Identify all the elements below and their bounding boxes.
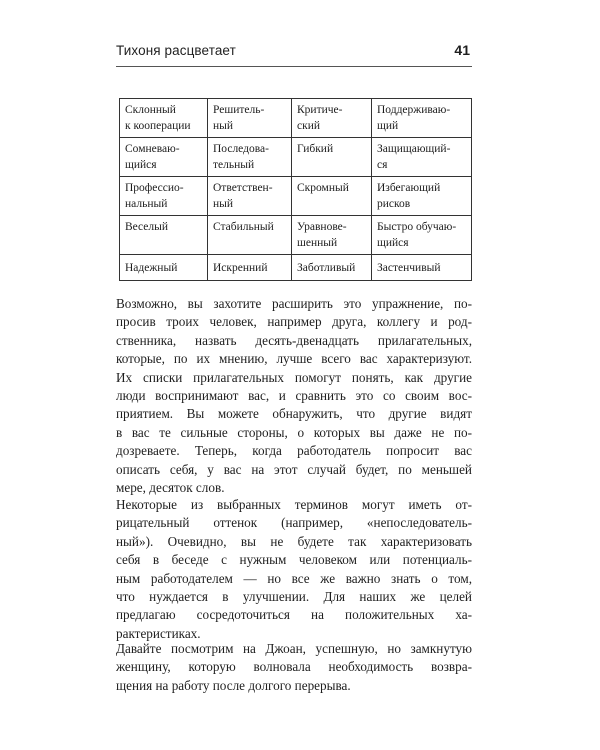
header-divider [116,66,472,67]
running-head-title: Тихоня расцветает [116,43,236,58]
text-line: мере, десяток слов. [116,479,225,495]
text-line: щения на работу после долгого перерыва. [116,677,351,693]
text-line: дозреваете. Теперь, когда работодатель попросит вас [116,443,472,459]
table-cell: Склонный к кооперации [120,99,208,138]
text-line: ственника, назвать десять-двенадцать прилагательных, [116,332,472,348]
text-line: в вас те сильные стороны, о которых вы даже не по- [116,424,472,440]
text-line: Давайте посмотрим на Джоан, успешную, но замкнутую [116,641,472,656]
table-cell: Искренний [208,255,292,281]
table-cell: Быстро обучаю- щийся [372,216,472,255]
text-line: рицательный оттенок (например, «непоследователь- [116,515,472,531]
table-cell: Последова- тельный [208,138,292,177]
text-line: женщину, которую волновала необходимость возвра- [116,659,472,675]
table-row [120,177,472,216]
text-line: ный»). Очевидно, вы не будете так характеризовать [116,533,472,549]
text-line: приятием. Вы можете обнаружить, что другие видят [116,406,472,422]
text-line: предлагаю сосредоточиться на положительных ха- [116,607,472,623]
adjectives-table [119,98,472,281]
table-row [120,138,472,177]
text-line: Некоторые из выбранных терминов могут иметь от- [116,497,472,512]
page-number: 41 [454,42,470,58]
table-cell: Професcио- нальный [120,177,208,216]
table-cell: Избегающий рисков [372,177,472,216]
table-cell: Застенчивый [372,255,472,281]
body-paragraph [116,496,472,643]
text-line: Возможно, вы захотите расширить это упражнение, по- [116,296,472,311]
text-line: люди воспринимают вас, и сравнить это со своим вос- [116,387,472,403]
table-row [120,255,472,281]
table-cell: Критиче- ский [292,99,372,138]
table-row [120,216,472,255]
text-line: рактеристиках. [116,625,201,641]
table-cell: Поддерживаю- щий [372,99,472,138]
text-line: Их списки прилагательных помогут понять, как другие [116,369,472,385]
body-paragraph [116,295,472,497]
text-line: что нуждается в улучшении. Для наших же целей [116,588,472,604]
table-cell: Ответствен- ный [208,177,292,216]
table-cell: Заботливый [292,255,372,281]
text-line: описать себя, у вас на этот случай будет, по меньшей [116,461,472,477]
text-line: просив троих человек, например друга, коллегу и род- [116,314,472,330]
table-cell: Гибкий [292,138,372,177]
text-line: ным работодателем — но все же важно знать о том, [116,570,472,586]
table-row [120,99,472,138]
table-cell: Стабильный [208,216,292,255]
body-paragraph [116,640,472,695]
table-cell: Надежный [120,255,208,281]
table-cell: Веселый [120,216,208,255]
table-cell: Уравнове- шенный [292,216,372,255]
table-cell: Скромный [292,177,372,216]
text-line: себя в беседе с нужным человеком или потенциаль- [116,552,472,568]
table-cell: Решитель- ный [208,99,292,138]
text-line: которые, по их мнению, лучше всего вас характеризуют. [116,351,472,367]
table-cell: Защищающий- ся [372,138,472,177]
table-cell: Сомневаю- щийся [120,138,208,177]
